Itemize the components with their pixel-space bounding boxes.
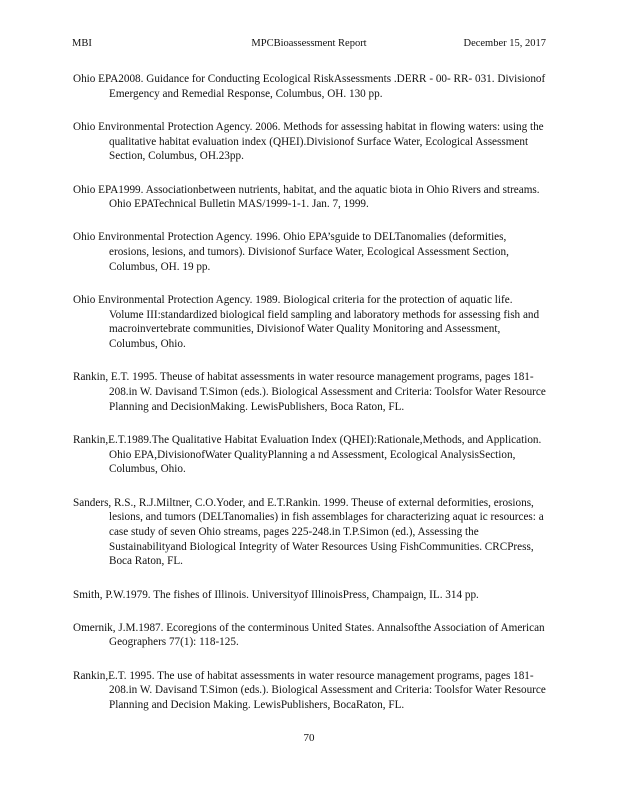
reference-list [73, 72, 547, 731]
reference-entry: Ohio EPA2008. Guidance for Conducting Ecological RiskAssessments .DERR - 00- RR- 031. Divisionof Emergency and Remedial Response, Columbus, OH. 130 pp. [73, 73, 546, 100]
reference-entry: Ohio Environmental Protection Agency. 1996. Ohio EPA’sguide to DELTanomalies (deformities, erosions, lesions, and tumors). Divisionof Surface Water, Ecological Assessment Section, Columbus, OH. 19 pp. [73, 231, 509, 273]
header-title: MPCBioassessment Report [251, 38, 367, 49]
reference-entry: Ohio Environmental Protection Agency. 2006. Methods for assessing habitat in flowing waters: using the qualitative habitat evaluation index (QHEI).Divisionof Surface Water, Ecological Assessment Section, Columbus, OH.23pp. [73, 120, 544, 163]
reference-entry: Ohio EPA1999. Associationbetween nutrients, habitat, and the aquatic biota in Ohio Rivers and streams. Ohio EPATechnical Bulletin MAS/1999-1-1. Jan. 7, 1999. [73, 183, 540, 211]
reference-entry: Omernik, J.M.1987. Ecoregions of the conterminous United States. Annalsofthe Association of American Geographers 77(1): 118-125. [73, 621, 545, 649]
header-left: MBI [72, 38, 92, 49]
reference-entry: Rankin,E.T. 1995. The use of habitat assessments in water resource management programs, pages 181-208.in W. Davisand T.Simon (eds.). Biological Assessment and Criteria: Toolsfor Water Resource Planning and Decision Making. LewisPublishers, BocaRaton, FL. [73, 669, 546, 712]
reference-entry: Rankin, E.T. 1995. Theuse of habitat assessments in water resource management programs, pages 181-208.in W. Davisand T.Simon (eds.). Biological Assessment and Criteria: Toolsfor Water Resource Planning and DecisionMaking. LewisPublishers, Boca Raton, FL. [73, 371, 546, 413]
reference-entry: Rankin,E.T.1989.The Qualitative Habitat Evaluation Index (QHEI):Rationale,Methods, and Application. Ohio EPA,DivisionofWater QualityPlanning a nd Assessment, Ecological AnalysisSection, Columbus, Ohio. [73, 433, 542, 476]
page-header [72, 38, 546, 52]
reference-entry: Sanders, R.S., R.J.Miltner, C.O.Yoder, and E.T.Rankin. 1999. Theuse of external deformities, erosions, lesions, and tumors (DELTanomalies) in fish assemblages for characterizing aquat ic resources: a case study of seven Ohio streams, pages 225-248.in T.P.Simon (ed.), Assessing the Sustainabilityand Biological Integrity of Water Resources Using FishCommunities. CRCPress, Boca Raton, FL. [73, 496, 544, 568]
reference-entry: Ohio Environmental Protection Agency. 1989. Biological criteria for the protection of aquatic life. Volume III:standardized biological field sampling and laboratory methods for assessing fish and macroinvertebrate communities, Divisionof Water Quality Monitoring and Assessment, Columbus, Ohio. [73, 294, 540, 351]
reference-entry: Smith, P.W.1979. The fishes of Illinois. Universityof IllinoisPress, Champaign, IL. 314 pp. [73, 588, 479, 601]
page-number: 70 [303, 732, 315, 744]
header-date: December 15, 2017 [463, 38, 546, 49]
